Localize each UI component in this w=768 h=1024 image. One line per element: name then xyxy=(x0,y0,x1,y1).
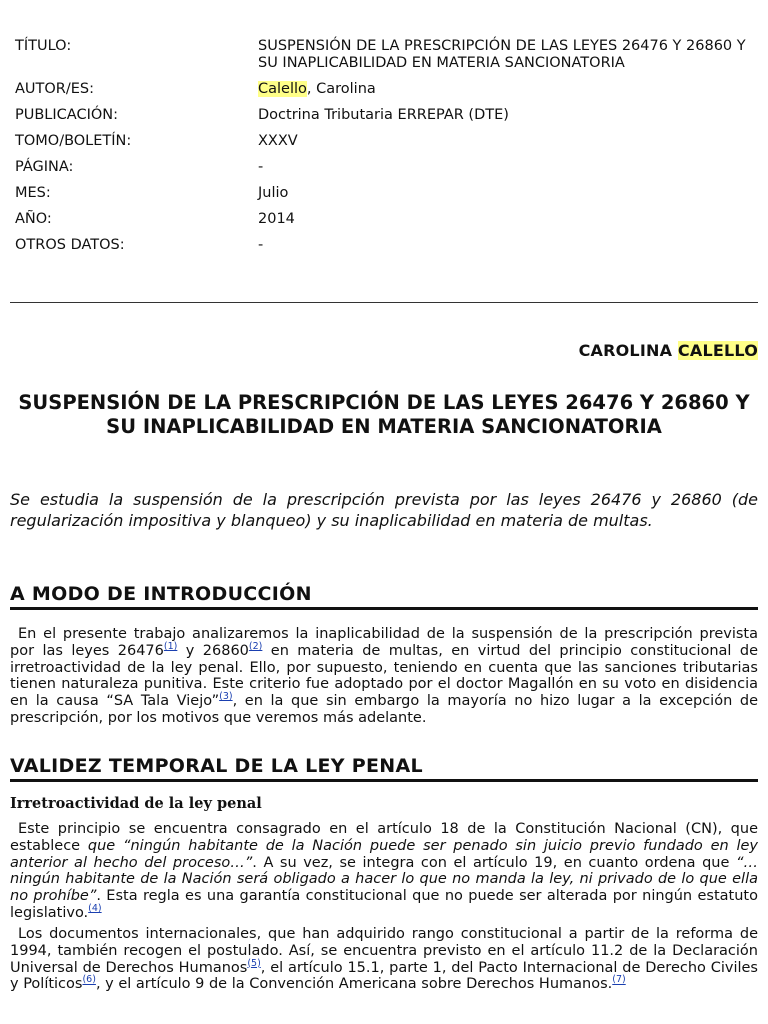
meta-row-title xyxy=(15,38,755,72)
text-run: , en la que sin embargo la mayoría no hizo lugar a la excepción de prescripción, por los motivos que veremos más adelante. xyxy=(10,693,758,726)
meta-value: - xyxy=(258,237,264,253)
paragraph-irretroactivity xyxy=(10,821,758,922)
meta-label: AÑO: xyxy=(15,211,52,227)
footnote-link-3[interactable]: (3) xyxy=(219,691,233,703)
article-title: SUSPENSIÓN DE LA PRESCRIPCIÓN DE LAS LEYES 26476 Y 26860 Y SU INAPLICABILIDAD EN MATERIA SANCIONATORIA xyxy=(18,391,750,438)
footnote-link-5[interactable]: (5) xyxy=(247,957,261,969)
meta-value: XXXV xyxy=(258,133,298,149)
text-run: en materia de multas, en virtud del principio constitucional de irretroactividad de la ley penal. Ello, por supuesto, teniendo en cuenta que las sanciones tributarias tienen naturaleza punitiva. Este criterio fue adoptado por el doctor Magallón en su voto en disidencia en la causa “SA Tala Viejo” xyxy=(10,642,758,710)
text-run: Los documentos internacionales, que han adquirido rango constitucional a partir de la reforma de 1994, también recogen el postulado. Así, se encuentra previsto en el artículo 11.2 de la Declaración Universal de Derechos Humanos xyxy=(10,926,758,976)
text-run: y 26860 xyxy=(177,642,249,659)
meta-label: TÍTULO: xyxy=(15,38,72,54)
abstract: Se estudia la suspensión de la prescripción prevista por las leyes 26476 y 26860 (de regularización impositiva y blanqueo) y su inaplicabilidad en materia de multas. xyxy=(10,490,758,530)
footnote-link-2[interactable]: (2) xyxy=(248,640,263,652)
text-run: Este principio se encuentra consagrado en el artículo 18 de la Constitución Nacional (CN), que establece xyxy=(10,821,758,854)
highlighted-surname: CALELLO xyxy=(677,341,758,360)
footnote-link-6[interactable]: (6) xyxy=(82,974,96,986)
paragraph-international-documents xyxy=(10,926,758,993)
section-heading-introduction: A MODO DE INTRODUCCIÓN xyxy=(10,583,758,610)
meta-label: AUTOR/ES: xyxy=(15,81,95,97)
footnote-link-4[interactable]: (4) xyxy=(88,903,102,915)
meta-label: OTROS DATOS: xyxy=(15,237,125,253)
meta-row-author xyxy=(15,81,755,98)
meta-row-month xyxy=(15,185,755,202)
footnote-link-7[interactable]: (7) xyxy=(612,974,626,986)
meta-row-publication xyxy=(15,107,755,124)
meta-value: Doctrina Tributaria ERREPAR (DTE) xyxy=(258,107,509,123)
meta-label: PÁGINA: xyxy=(15,159,74,175)
meta-label: PUBLICACIÓN: xyxy=(15,107,118,123)
meta-row-volume xyxy=(15,133,755,150)
meta-row-year xyxy=(15,211,755,228)
footnote-link-1[interactable]: (1) xyxy=(163,640,178,652)
quote-art-19: “…ningún habitante de la Nación será obligado a hacer lo que no manda la ley, ni privado de lo que ella no prohíbe” xyxy=(10,854,758,905)
text-run: . A su vez, se integra con el artículo 19, en cuanto ordena que xyxy=(252,854,736,871)
author-rest: , Carolina xyxy=(306,81,376,97)
divider xyxy=(10,302,758,303)
text-run: , el artículo 15.1, parte 1, del Pacto Internacional de Derecho Civiles y Políticos xyxy=(10,959,758,993)
author-name xyxy=(579,341,758,360)
meta-label: MES: xyxy=(15,185,51,201)
text-run: En el presente trabajo analizaremos la inaplicabilidad de la suspensión de la prescripción prevista por las leyes 26476 xyxy=(10,626,758,659)
quote-art-18: que “ningún habitante de la Nación puede ser penado sin juicio previo fundado en ley anterior al hecho del proceso…” xyxy=(10,837,758,871)
meta-value xyxy=(258,81,755,98)
meta-row-page xyxy=(15,159,755,176)
meta-value: Julio xyxy=(258,185,289,201)
meta-value: - xyxy=(258,159,264,175)
meta-row-other xyxy=(15,237,755,254)
text-run: . Esta regla es una garantía constitucional que no puede ser alterada por ningún estatuto legislativo. xyxy=(10,888,758,921)
highlighted-surname: Calello xyxy=(258,81,307,97)
author-first: CAROLINA xyxy=(578,341,678,360)
metadata-table xyxy=(15,38,755,263)
text-run: , y el artículo 9 de la Convención Americana sobre Derechos Humanos. xyxy=(95,976,613,993)
paragraph-introduction xyxy=(10,626,758,727)
subheading-irretroactivity: Irretroactividad de la ley penal xyxy=(10,795,262,812)
meta-label: TOMO/BOLETÍN: xyxy=(15,133,132,149)
section-heading-temporal-validity: VALIDEZ TEMPORAL DE LA LEY PENAL xyxy=(10,755,758,782)
meta-value: SUSPENSIÓN DE LA PRESCRIPCIÓN DE LAS LEYES 26476 Y 26860 Y SU INAPLICABILIDAD EN MATERIA SANCIONATORIA xyxy=(258,38,746,71)
meta-value: 2014 xyxy=(258,211,295,227)
